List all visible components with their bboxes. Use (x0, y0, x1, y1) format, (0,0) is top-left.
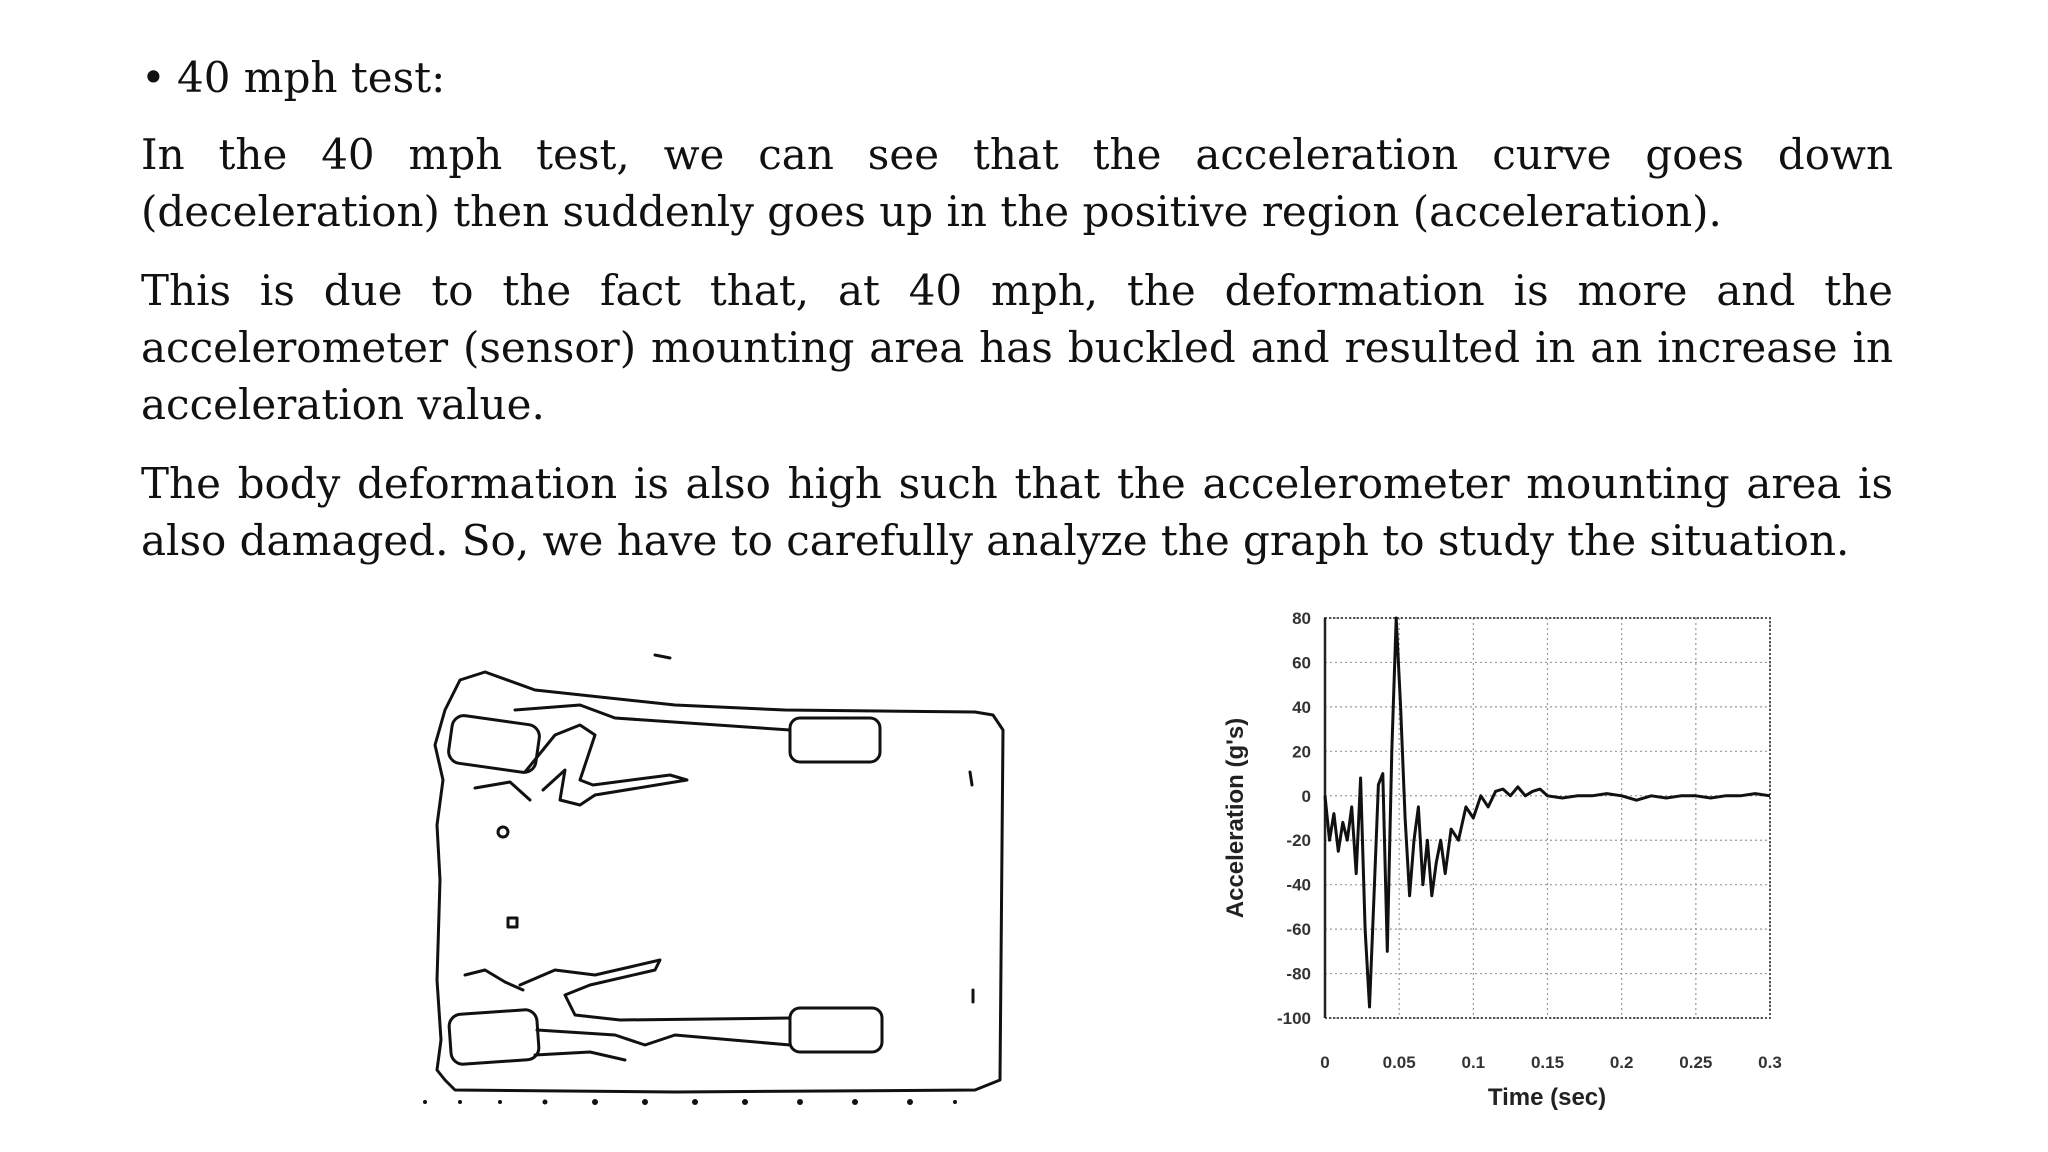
y-tick-label: -60 (1286, 920, 1311, 940)
y-tick-label: 20 (1292, 742, 1311, 762)
sensor-mark (498, 827, 508, 837)
x-axis-label: Time (sec) (1487, 1084, 1607, 1111)
y-tick-label: 0 (1301, 786, 1311, 806)
paragraph-1: In the 40 mph test, we can see that the acceleration curve goes down (deceleration) then suddenly goes up in the positive region (acceleration). (141, 130, 1893, 236)
bullet-dot: • (141, 53, 166, 102)
wheel-front-left (447, 714, 541, 774)
x-tick-label: 0.15 (1530, 1053, 1565, 1072)
x-tick-labels (1320, 1053, 1782, 1072)
x-tick-label: 0.1 (1461, 1053, 1486, 1072)
y-tick-label: 60 (1292, 653, 1311, 673)
y-tick-label: -80 (1286, 964, 1311, 984)
y-tick-label: 80 (1292, 609, 1311, 628)
crushed-rail-bottom (520, 960, 790, 1020)
bullet-item (141, 52, 1893, 104)
paragraph-3: The body deformation is also high such that the accelerometer mounting area is also damaged. So, we have to carefully analyze the graph to study the situation. (141, 459, 1893, 565)
bullet-text: 40 mph test: (177, 53, 446, 102)
y-tick-labels (1277, 609, 1311, 1028)
y-tick-label: -40 (1286, 875, 1311, 895)
acceleration-chart (1210, 600, 1810, 1120)
x-tick-label: 0.3 (1758, 1053, 1782, 1072)
y-tick-label: 40 (1292, 697, 1311, 717)
paragraph-2: This is due to the fact that, at 40 mph, the deformation is more and the accelerometer (sensor) mounting area has buckled and resulted in an increase in acceleration value. (141, 266, 1893, 429)
y-tick-label: -20 (1286, 831, 1311, 851)
slide-text (141, 52, 1893, 591)
x-tick-label: 0.2 (1609, 1053, 1634, 1072)
y-tick-label: -100 (1276, 1009, 1311, 1028)
x-tick-label: 0.25 (1679, 1053, 1713, 1072)
x-tick-label: 0 (1320, 1053, 1330, 1072)
car-outline (435, 672, 1003, 1092)
x-tick-label: 0.05 (1382, 1053, 1416, 1072)
wheel-rear-left (790, 718, 880, 762)
car-deformation-figure (415, 650, 1015, 1110)
y-axis-label: Acceleration (g's) (1222, 717, 1249, 919)
wheel-rear-right (790, 1008, 882, 1052)
wheel-front-right (448, 1009, 539, 1065)
